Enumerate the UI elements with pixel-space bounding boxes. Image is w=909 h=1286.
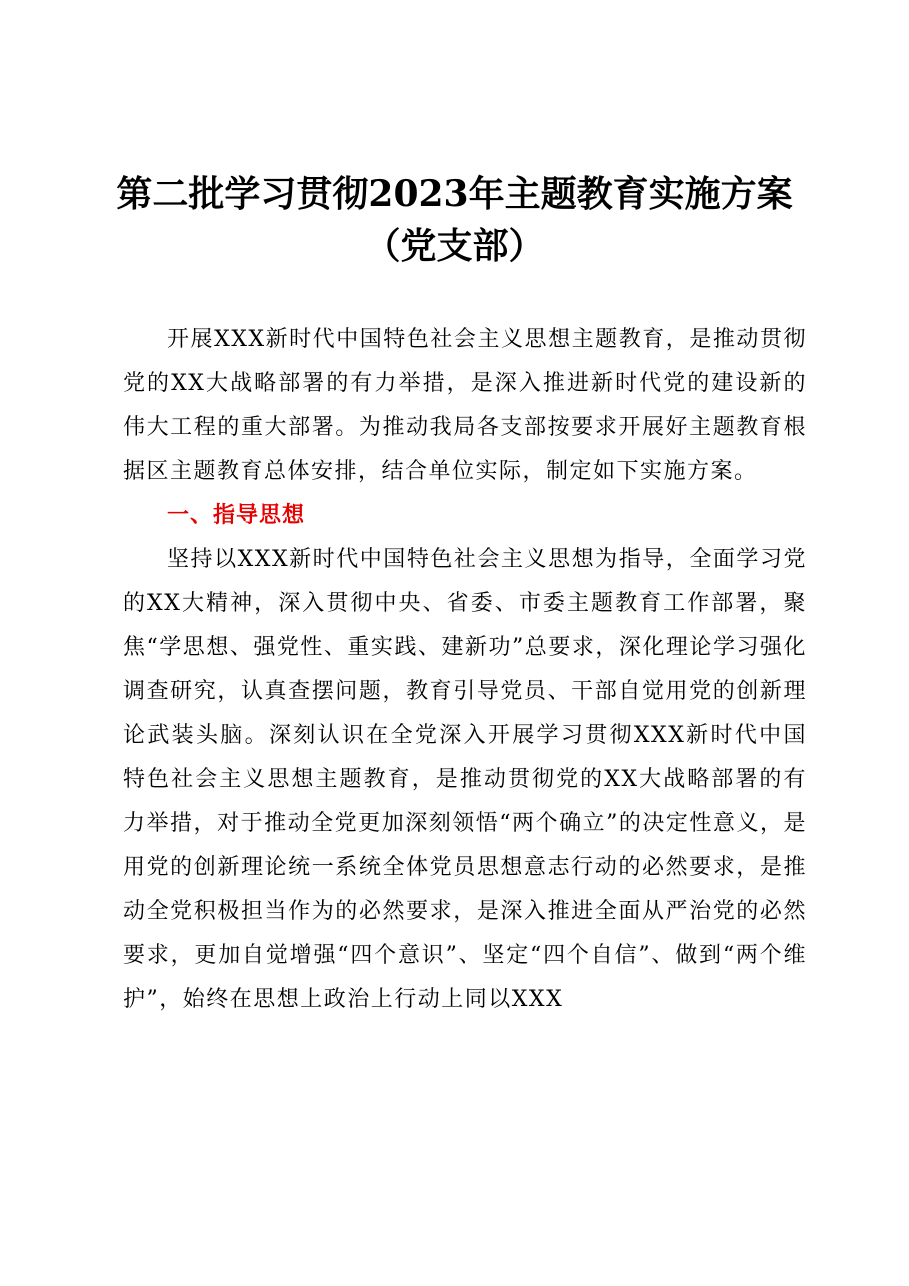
guiding-ideology-paragraph: 坚持以XXX新时代中国特色社会主义思想为指导，全面学习党的XX大精神，深入贯彻中央、省委、市委主题教育工作部署，聚焦“学思想、强党性、重实践、建新功”总要求，深化理论学习强化调查研究，认真查摆问题，教育引导党员、干部自觉用党的创新理论武装头脑。深刻认识在全党深入开展学习贯彻XXX新时代中国特色社会主义思想主题教育，是推动贯彻党的XX大战略部署的有力举措，对于推动全党更加深刻领悟“两个确立”的决定性意义，是用党的创新理论统一系统全体党员思想意志行动的必然要求，是推动全党积极担当作为的必然要求，是深入推进全面从严治党的必然要求，更加自觉增强“四个意识”、坚定“四个自信”、做到“两个维护”，始终在思想上政治上行动上同以XXX xyxy=(123,547,807,1012)
document-title: 第二批学习贯彻2023年主题教育实施方案（党支部） xyxy=(116,173,793,267)
intro-paragraph: 开展XXX新时代中国特色社会主义思想主题教育，是推动贯彻党的XX大战略部署的有力举措，是深入推进新时代党的建设新的伟大工程的重大部署。为推动我局各支部按要求开展好主题教育根据区主题教育总体安排，结合单位实际，制定如下实施方案。 xyxy=(123,327,807,484)
section-heading-guiding-ideology: 一、指导思想 xyxy=(167,503,306,528)
document-body xyxy=(123,318,807,1022)
